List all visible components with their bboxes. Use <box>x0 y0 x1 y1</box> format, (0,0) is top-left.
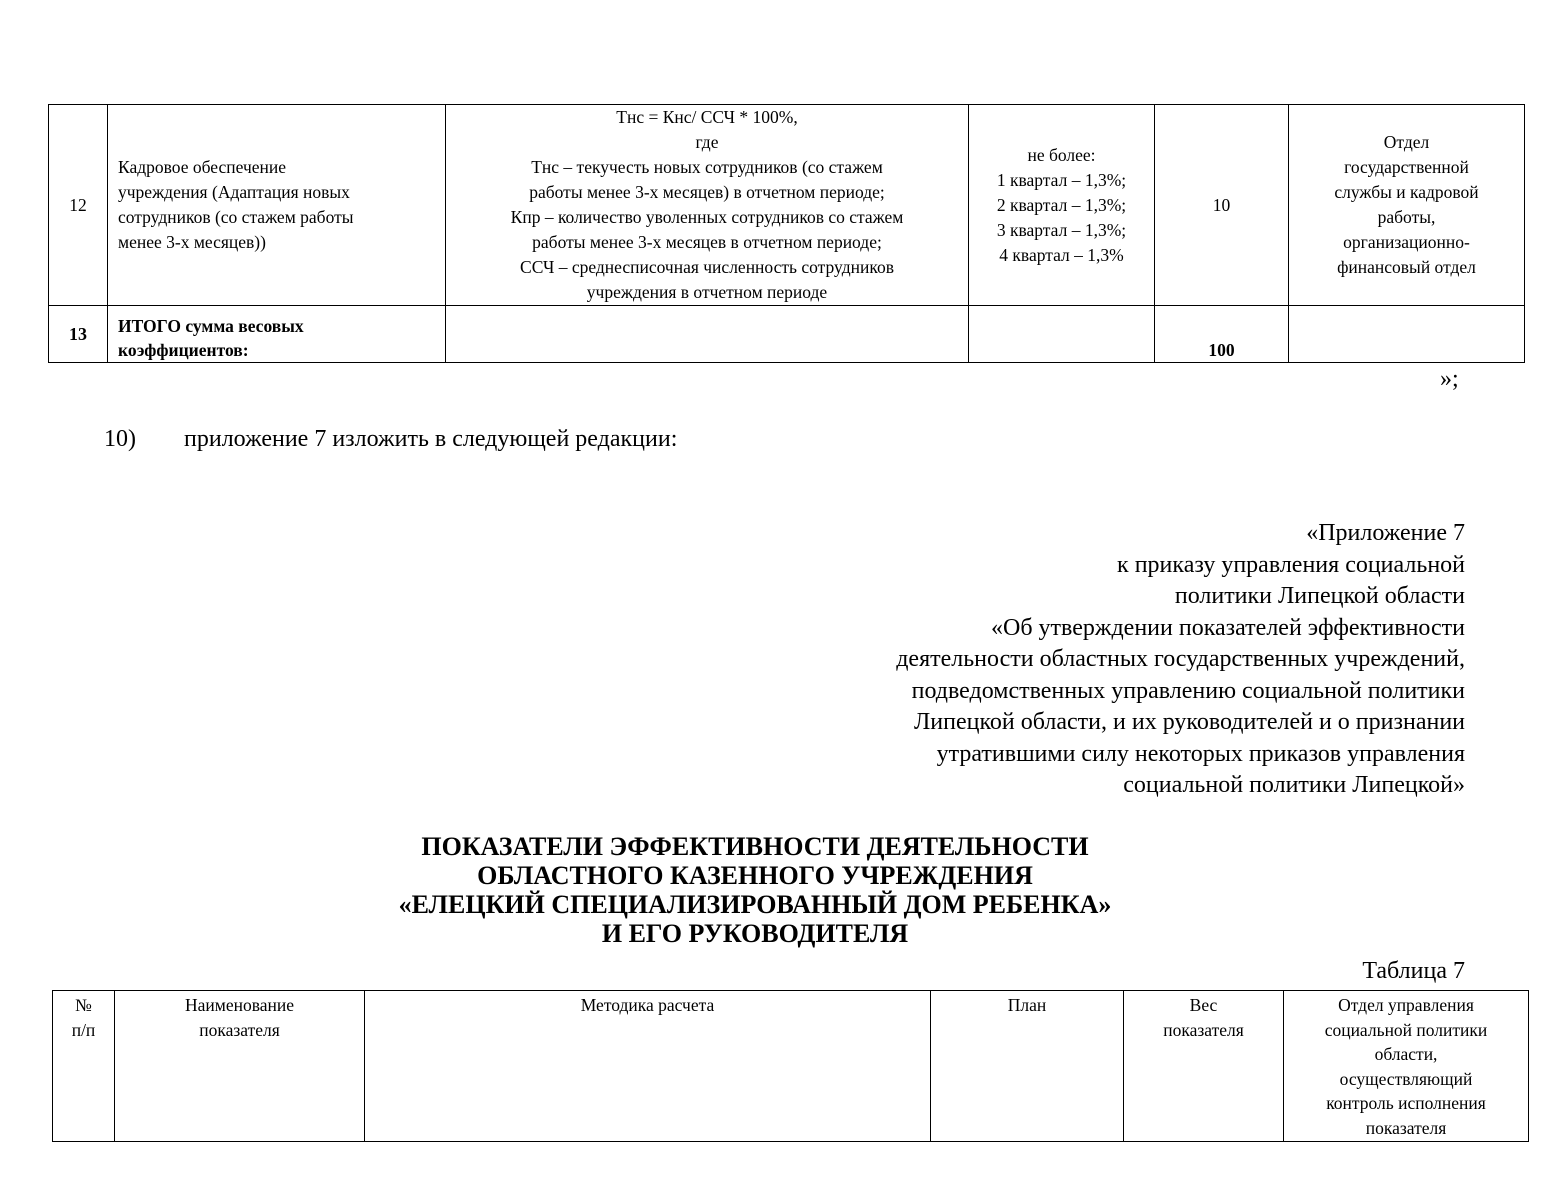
table-row <box>49 105 1525 306</box>
text-line: утратившими силу некоторых приказов управления <box>936 740 1465 767</box>
indicators-table-continued <box>48 104 1525 363</box>
text-line: ИТОГО сумма весовых <box>118 316 304 336</box>
document-heading <box>250 832 1260 948</box>
text-line: Методика расчета <box>580 995 715 1015</box>
text-line: № <box>75 995 92 1015</box>
plan-value <box>969 105 1155 306</box>
text-line: 3 квартал – 1,3%; <box>996 219 1127 240</box>
text-line: 2 квартал – 1,3%; <box>996 194 1127 215</box>
text-line: работы менее 3-х месяцев) в отчетном периоде; <box>529 182 885 202</box>
closing-quote: »; <box>1440 366 1459 392</box>
text-line: службы и кадровой <box>1334 182 1479 202</box>
total-label <box>108 306 446 363</box>
total-weight: 100 <box>1155 306 1289 363</box>
text-line: ОБЛАСТНОГО КАЗЕННОГО УЧРЕЖДЕНИЯ <box>477 861 1033 890</box>
text-line: подведомственных управлению социальной политики <box>911 677 1465 704</box>
text-line: финансовый отдел <box>1337 257 1476 277</box>
text-line: ССЧ – среднесписочная численность сотрудников <box>520 257 894 277</box>
row-number: 12 <box>49 105 108 306</box>
header-method <box>365 991 931 1142</box>
empty-cell <box>446 306 969 363</box>
row-number: 13 <box>49 306 108 363</box>
table-label: Таблица 7 <box>1362 958 1465 984</box>
responsible-department <box>1289 105 1525 306</box>
table-header-row <box>53 991 1529 1142</box>
table-row-total <box>49 306 1525 363</box>
text-line: Вес <box>1189 995 1218 1015</box>
text-line: План <box>1007 995 1047 1015</box>
text-line: «Приложение 7 <box>1306 520 1465 546</box>
text-line: социальной политики Липецкой» <box>1123 772 1465 798</box>
text-line: ПОКАЗАТЕЛИ ЭФФЕКТИВНОСТИ ДЕЯТЕЛЬНОСТИ <box>421 832 1089 861</box>
text-line: «Об утверждении показателей эффективности <box>991 614 1465 641</box>
indicator-name <box>108 105 446 306</box>
text-line: «ЕЛЕЦКИЙ СПЕЦИАЛИЗИРОВАННЫЙ ДОМ РЕБЕНКА» <box>398 890 1112 919</box>
text-line: Липецкой области, и их руководителей и о признании <box>914 709 1465 735</box>
text-line: 4 квартал – 1,3% <box>999 244 1124 265</box>
header-plan <box>931 991 1124 1142</box>
text-line: организационно- <box>1343 232 1470 252</box>
list-item-text: приложение 7 изложить в следующей редакции: <box>184 426 678 452</box>
text-line: сотрудников (со стажем работы <box>118 207 354 227</box>
text-line: Отдел управления <box>1338 995 1474 1015</box>
header-department <box>1284 991 1529 1142</box>
text-line: Отдел <box>1383 132 1430 152</box>
text-line: к приказу управления социальной <box>1117 551 1465 578</box>
text-line: Кадровое обеспечение <box>118 157 287 177</box>
text-line: государственной <box>1344 157 1469 177</box>
annex-reference <box>665 518 1465 802</box>
text-line: социальной политики <box>1324 1019 1488 1040</box>
text-line: учреждения (Адаптация новых <box>118 182 350 202</box>
text-line: Кпр – количество уволенных сотрудников со стажем <box>510 207 904 227</box>
calculation-method <box>446 105 969 306</box>
empty-cell <box>1289 306 1525 363</box>
text-line: не более: <box>1027 144 1096 165</box>
text-line: области, <box>1374 1044 1438 1064</box>
text-line: И ЕГО РУКОВОДИТЕЛЯ <box>601 919 909 948</box>
indicator-weight: 10 <box>1155 105 1289 306</box>
text-line: Тнс = Кнс/ ССЧ * 100%, <box>616 107 798 127</box>
text-line: учреждения в отчетном периоде <box>586 282 828 302</box>
text-line: Тнс – текучесть новых сотрудников (со стажем <box>531 157 883 177</box>
list-item-number: 10) <box>104 426 136 452</box>
header-indicator-name <box>115 991 365 1142</box>
text-line: показателя <box>1163 1019 1244 1040</box>
text-line: контроль исполнения <box>1326 1093 1486 1113</box>
text-line: осуществляющий <box>1339 1068 1473 1089</box>
text-line: где <box>695 132 719 152</box>
text-line: коэффициентов: <box>118 340 249 360</box>
text-line: работы менее 3-х месяцев в отчетном периоде; <box>532 232 882 252</box>
header-number <box>53 991 115 1142</box>
text-line: показателя <box>1365 1117 1447 1138</box>
header-weight <box>1124 991 1284 1142</box>
text-line: 1 квартал – 1,3%; <box>996 169 1127 190</box>
text-line: Наименование <box>184 995 295 1015</box>
text-line: показателя <box>199 1019 280 1040</box>
text-line: менее 3-х месяцев)) <box>118 232 266 252</box>
indicators-table-header <box>52 990 1529 1142</box>
text-line: п/п <box>71 1019 96 1040</box>
list-item-10 <box>104 426 677 453</box>
text-line: политики Липецкой области <box>1174 583 1465 609</box>
text-line: работы, <box>1377 207 1436 227</box>
text-line: деятельности областных государственных учреждений, <box>896 646 1465 672</box>
empty-cell <box>969 306 1155 363</box>
